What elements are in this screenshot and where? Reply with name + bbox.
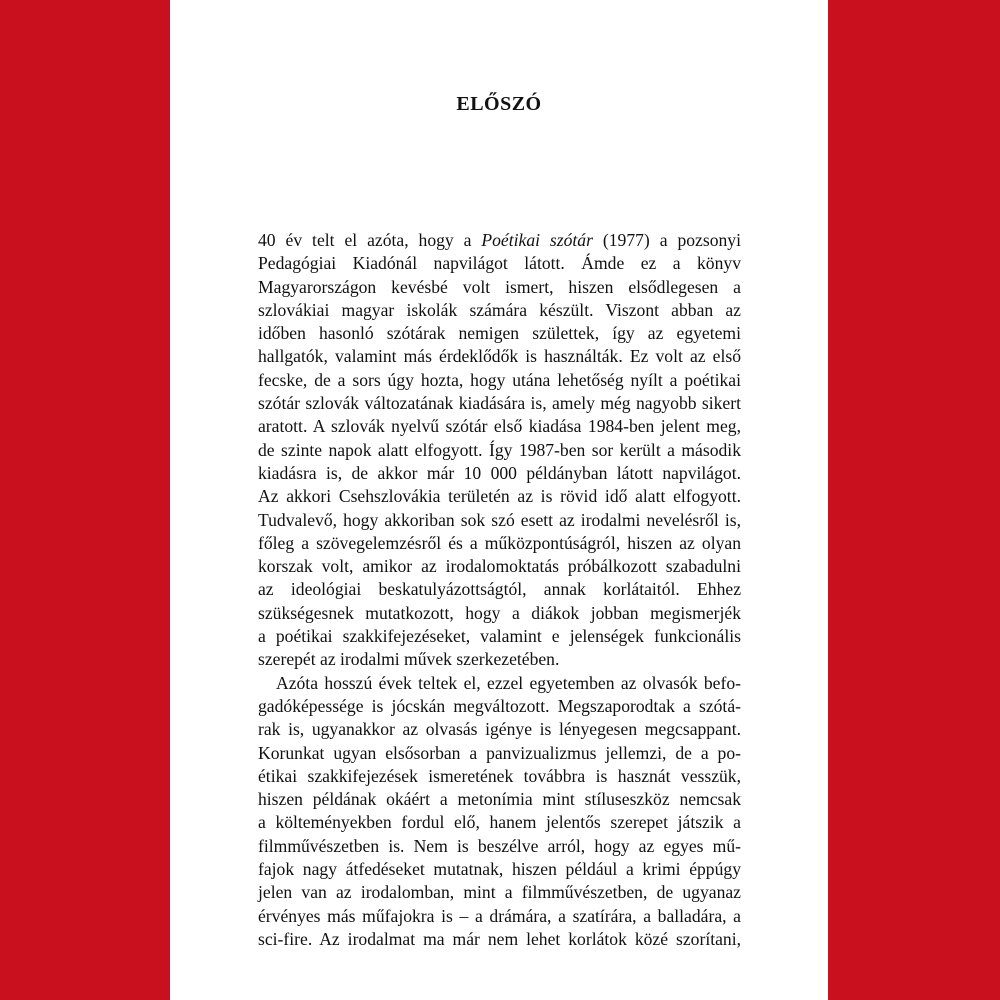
text-line: szerepét az irodalmi művek szerkezetében. [258, 649, 560, 670]
book-page [170, 0, 828, 1000]
text-line: Tudvalevő, hogy akkoriban sok szó esett az irodalmi nevelésről is, [258, 509, 741, 530]
text-run: 40 év telt el azóta, hogy a [258, 230, 482, 250]
text-line: fecske, de a sors úgy hozta, hogy utána lehetőség nyílt a poétikai [258, 369, 741, 390]
text-line: érvényes más műfajokra is – a drámára, a szatírára, a balladára, a [258, 905, 741, 926]
text-line: főleg a szövegelemzésről és a műközpontúságról, hiszen az olyan [258, 532, 741, 553]
text-line: gadóképessége is jócskán megváltozott. Megszaporodtak a szótá- [258, 695, 741, 716]
text-line: az ideológiai beskatulyázottságtól, annak korlátaitól. Ehhez [258, 579, 741, 600]
text-line: kiadásra is, de akkor már 10 000 példányban látott napvilágot. [258, 462, 741, 483]
text-line: a poétikai szakkifejezéseket, valamint e jelenségek funkcionális [258, 626, 741, 647]
text-line: Pedagógiai Kiadónál napvilágot látott. Ámde ez a könyv [258, 253, 741, 274]
text-line: rak is, ugyanakkor az olvasás igénye is lényegesen megcsappant. [258, 719, 741, 740]
text-line: szlovákiai magyar iskolák számára készült. Viszont abban az [258, 299, 741, 320]
text-line [258, 229, 741, 252]
text-line: fajok nagy átfedéseket mutatnak, hiszen például a krimi éppúgy [258, 859, 741, 880]
text-line: sci-fire. Az irodalmat ma már nem lehet korlátok közé szorítani, [258, 928, 741, 949]
text-line: időben hasonló szótárak nemigen születtek, így az egyetemi [258, 323, 741, 344]
text-line: étikai szakkifejezések ismeretének továbbra is hasznát vesszük, [258, 765, 741, 786]
text-line: Korunkat ugyan elsősorban a panvizualizmus jellemzi, de a po- [258, 742, 741, 763]
text-line: korszak volt, amikor az irodalomoktatás próbálkozott szabadulni [258, 556, 741, 577]
text-line: szótár szlovák változatának kiadására is, amely még nagyobb sikert [258, 393, 741, 414]
text-run: (1977) a pozsonyi [592, 230, 741, 250]
text-line: hiszen példának okáért a metonímia mint stíluseszköz nemcsak [258, 789, 741, 810]
text-line: szükségesnek mutatkozott, hogy a diákok jobban megismerjék [258, 602, 741, 623]
text-line: jelen van az irodalomban, mint a filmművészetben, de ugyanaz [258, 882, 741, 903]
body-text [258, 229, 741, 951]
book-title-italic: Poétikai szótár [481, 230, 593, 250]
text-line: Azóta hosszú évek teltek el, ezzel egyetemben az olvasók befo- [276, 672, 741, 693]
page-title: ELŐSZÓ [456, 93, 542, 115]
text-line: Az akkori Csehszlovákia területén az is rövid idő alatt elfogyott. [258, 486, 741, 507]
text-line: Magyarországon kevésbé volt ismert, hiszen elsődlegesen a [258, 276, 741, 297]
text-line: hallgatók, valamint más érdeklődők is használták. Ez volt az első [258, 346, 741, 367]
text-line: de szinte napok alatt elfogyott. Így 1987-ben sor került a második [258, 439, 741, 460]
text-line: a költeményekben fordul elő, hanem jelentős szerepet játszik a [258, 812, 741, 833]
text-line: aratott. A szlovák nyelvű szótár első kiadása 1984-ben jelent meg, [258, 416, 741, 437]
text-line: filmművészetben is. Nem is beszélve arról, hogy az egyes mű- [258, 835, 741, 856]
